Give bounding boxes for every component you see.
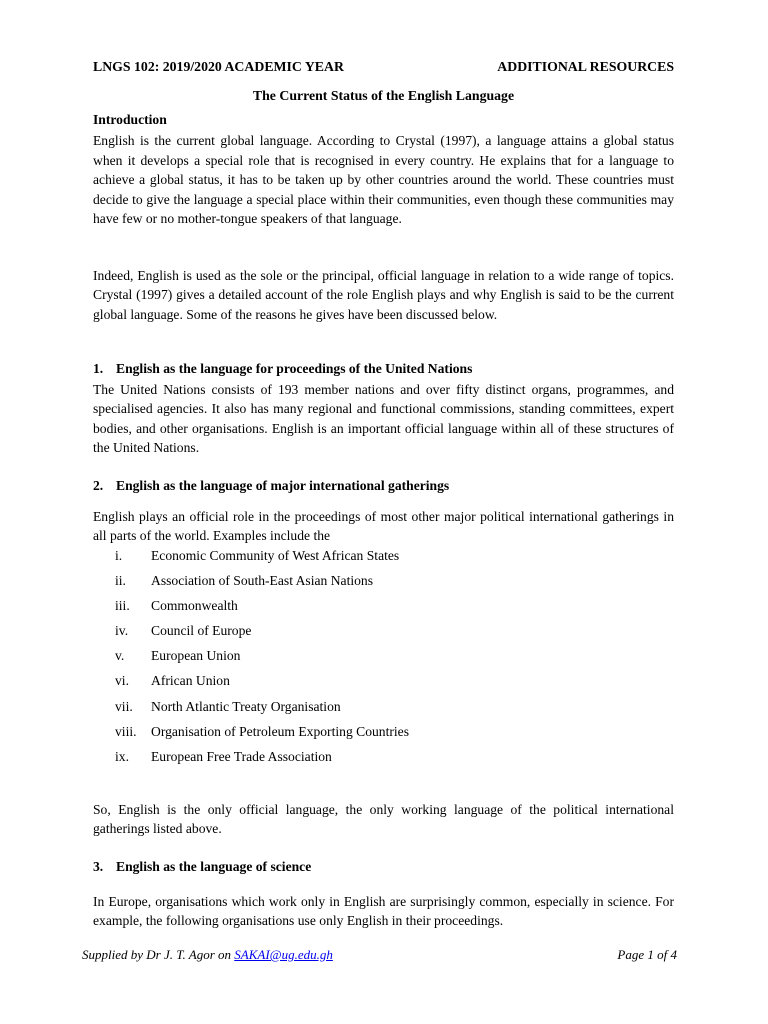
- list-item: vii. North Atlantic Treaty Organisation: [115, 698, 341, 714]
- section-3-body: In Europe, organisations which work only in English are surprisingly common, especially in science. For example, the following organisations use only English in their proceedings.: [93, 894, 674, 929]
- intro-paragraph-1: English is the current global language. According to Crystal (1997), a language attains a global status when it develops a special role that is recognised in every country. He explains that for a language to achieve a global status, it has to be taken up by other countries around the world. These countries must decide to give the language a special place within their communities, even though these communities may have few or no mother-tongue speakers of that language.: [93, 133, 674, 227]
- list-item: iii. Commonwealth: [115, 598, 238, 614]
- running-header: [93, 59, 674, 75]
- list-item: v. European Union: [115, 648, 241, 664]
- page-number: Page 1 of 4: [617, 947, 677, 962]
- page-footer: [82, 947, 677, 963]
- list-item: ix. European Free Trade Association: [115, 748, 332, 764]
- section-1-title: English as the language for proceedings of the United Nations: [116, 361, 473, 376]
- list-item: vi. African Union: [115, 673, 230, 689]
- list-item: ii. Association of South-East Asian Nations: [115, 573, 374, 589]
- footer-supplied: Supplied by Dr J. T. Agor on SAKAI@ug.edu.gh: [82, 947, 333, 962]
- section-3-title: English as the language of science: [116, 859, 312, 874]
- section-2-number: 2.: [93, 478, 104, 493]
- section-3-heading: [93, 859, 674, 875]
- document-title: The Current Status of the English Language: [252, 88, 515, 103]
- section-1-body: The United Nations consists of 193 member nations and over fifty distinct organs, programmes, and specialised agencies. It also has many regional and functional commissions, standing committees, expert bodies, and other organisations. English is an important official language within all of these structures of the United Nations.: [93, 382, 674, 455]
- intro-heading: [93, 112, 674, 128]
- section-1-number: 1.: [93, 361, 104, 376]
- section-3-number: 3.: [93, 859, 104, 874]
- course-label: LNGS 102: 2019/2020 ACADEMIC YEAR: [93, 59, 344, 74]
- section-2-heading: [93, 478, 674, 494]
- intro-paragraph-2: Indeed, English is used as the sole or the principal, official language in relation to a wide range of topics. Crystal (1997) gives a detailed account of the role English plays and why English is said to be the current global language. Some of the reasons he gives have been discussed below.: [93, 268, 674, 322]
- section-2-body: English plays an official role in the proceedings of most other major political international gatherings in all parts of the world. Examples include the: [93, 509, 674, 544]
- gatherings-list: [115, 548, 409, 774]
- list-item: i. Economic Community of West African States: [115, 548, 400, 563]
- sakai-email-link[interactable]: SAKAI@ug.edu.gh: [234, 947, 333, 962]
- section-1-heading: [93, 361, 674, 377]
- intro-heading-text: Introduction: [93, 112, 167, 127]
- resource-label: ADDITIONAL RESOURCES: [497, 59, 674, 74]
- section-2-conclusion: So, English is the only official language, the only working language of the political international gatherings listed above.: [93, 802, 674, 837]
- list-item: iv. Council of Europe: [115, 623, 252, 639]
- list-item: viii. Organisation of Petroleum Exporting Countries: [115, 723, 409, 739]
- section-2-title: English as the language of major international gatherings: [116, 478, 450, 493]
